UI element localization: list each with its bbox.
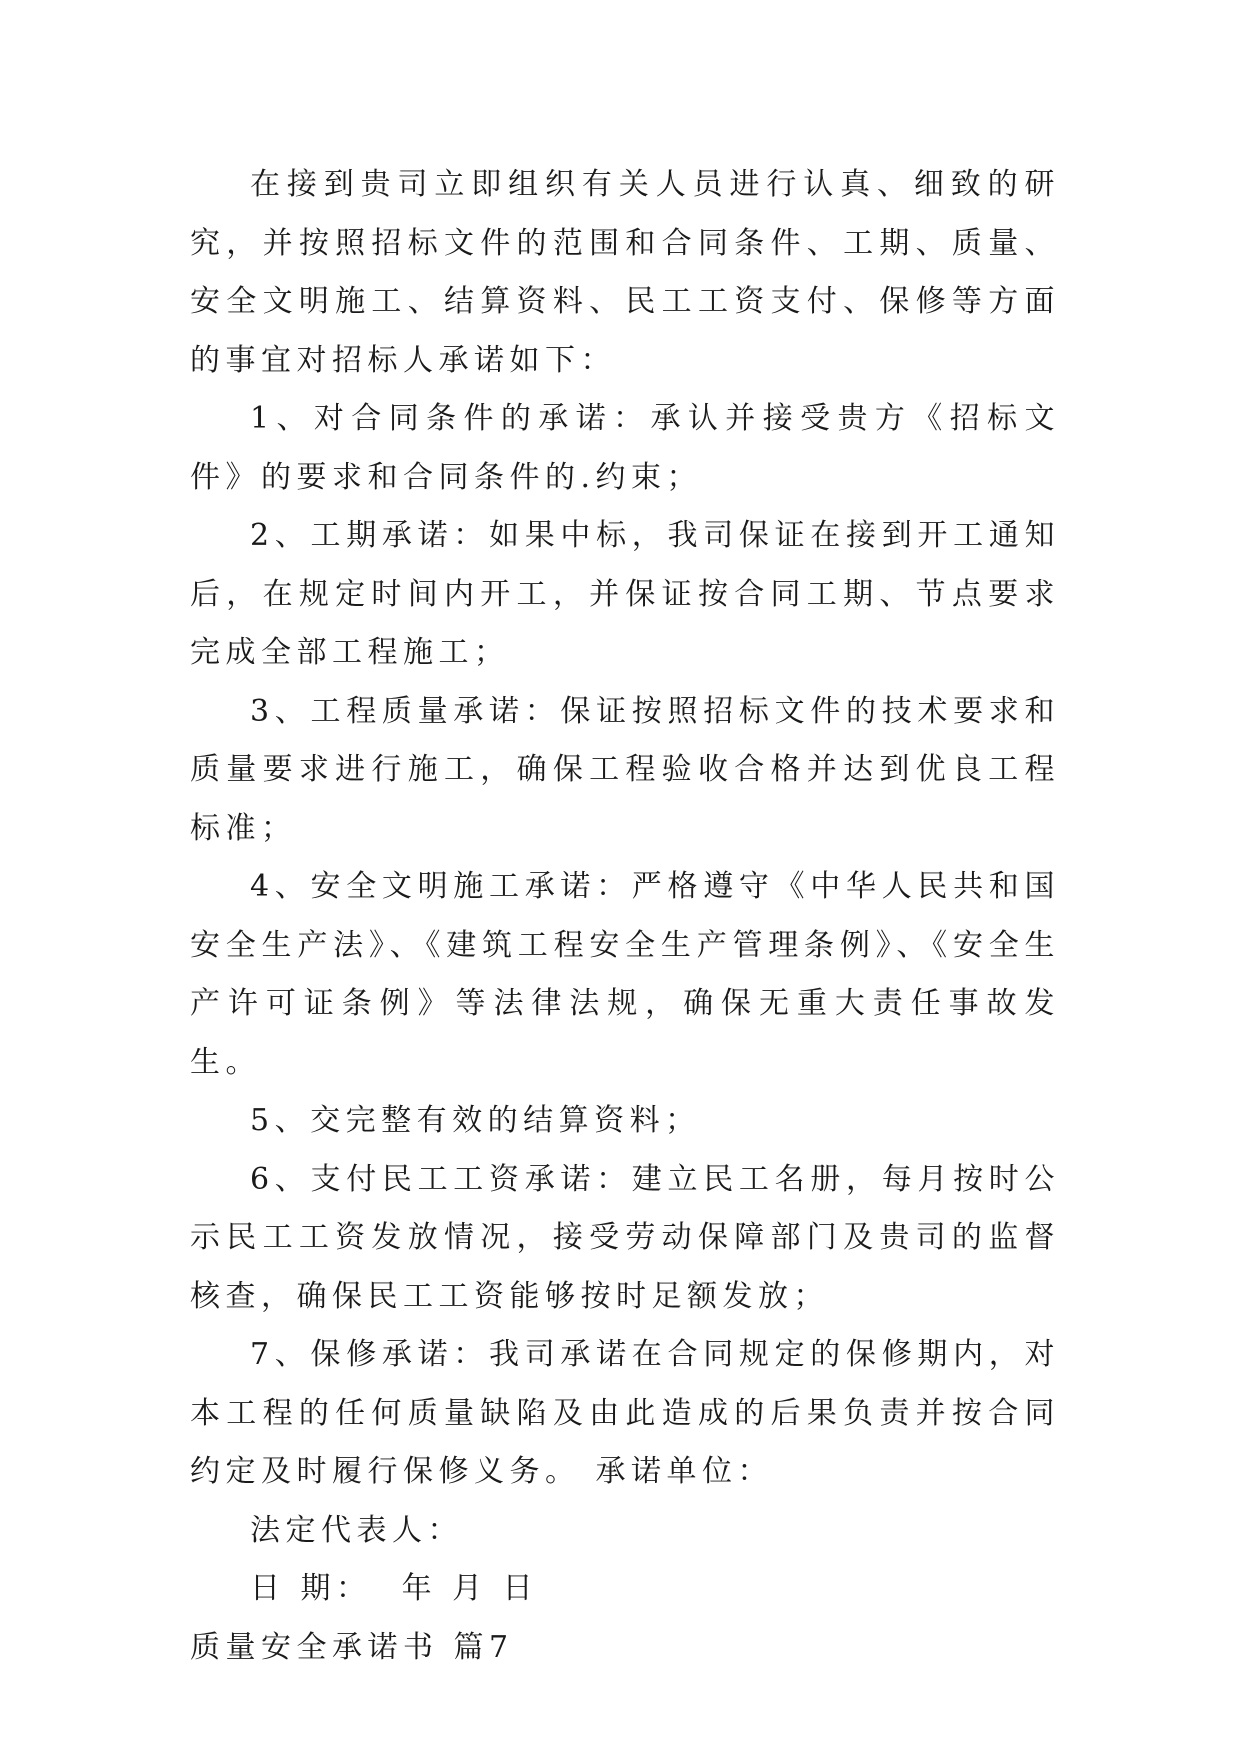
commitment-contract-conditions: 1、对合同条件的承诺：承认并接受贵方《招标文件》的要求和合同条件的.约束； <box>190 401 1060 495</box>
commitment-safety: 4、安全文明施工承诺：严格遵守《中华人民共和国安全生产法》、《建筑工程安全生产管理条例》、《安全生产许可证条例》等法律法规，确保无重大责任事故发生。 <box>190 869 1060 1080</box>
commitment-wages: 6、支付民工工资承诺：建立民工名册，每月按时公示民工工资发放情况，接受劳动保障部门及贵司的监督核查，确保民工工资能够按时足额发放； <box>190 1161 1060 1314</box>
document-body <box>190 156 1060 1677</box>
legal-representative-line: 法定代表人： <box>250 1512 463 1548</box>
commitment-warranty: 7、保修承诺：我司承诺在合同规定的保修期内，对本工程的任何质量缺陷及由此造成的后果负责并按合同约定及时履行保修义务。 承诺单位： <box>190 1337 1060 1489</box>
intro-paragraph: 在接到贵司立即组织有关人员进行认真、细致的研究，并按照招标文件的范围和合同条件、工期、质量、安全文明施工、结算资料、民工工资支付、保修等方面的事宜对招标人承诺如下： <box>190 167 1060 378</box>
commitment-quality: 3、工程质量承诺：保证按照招标文件的技术要求和质量要求进行施工，确保工程验收合格并达到优良工程标准； <box>190 693 1060 846</box>
commitment-schedule: 2、工期承诺：如果中标，我司保证在接到开工通知后，在规定时间内开工，并保证按合同工期、节点要求完成全部工程施工； <box>190 518 1060 670</box>
date-line: 日 期： 年 月 日 <box>250 1571 539 1606</box>
commitment-settlement: 5、交完整有效的结算资料； <box>250 1103 701 1138</box>
next-section-heading: 质量安全承诺书 篇7 <box>190 1629 514 1665</box>
